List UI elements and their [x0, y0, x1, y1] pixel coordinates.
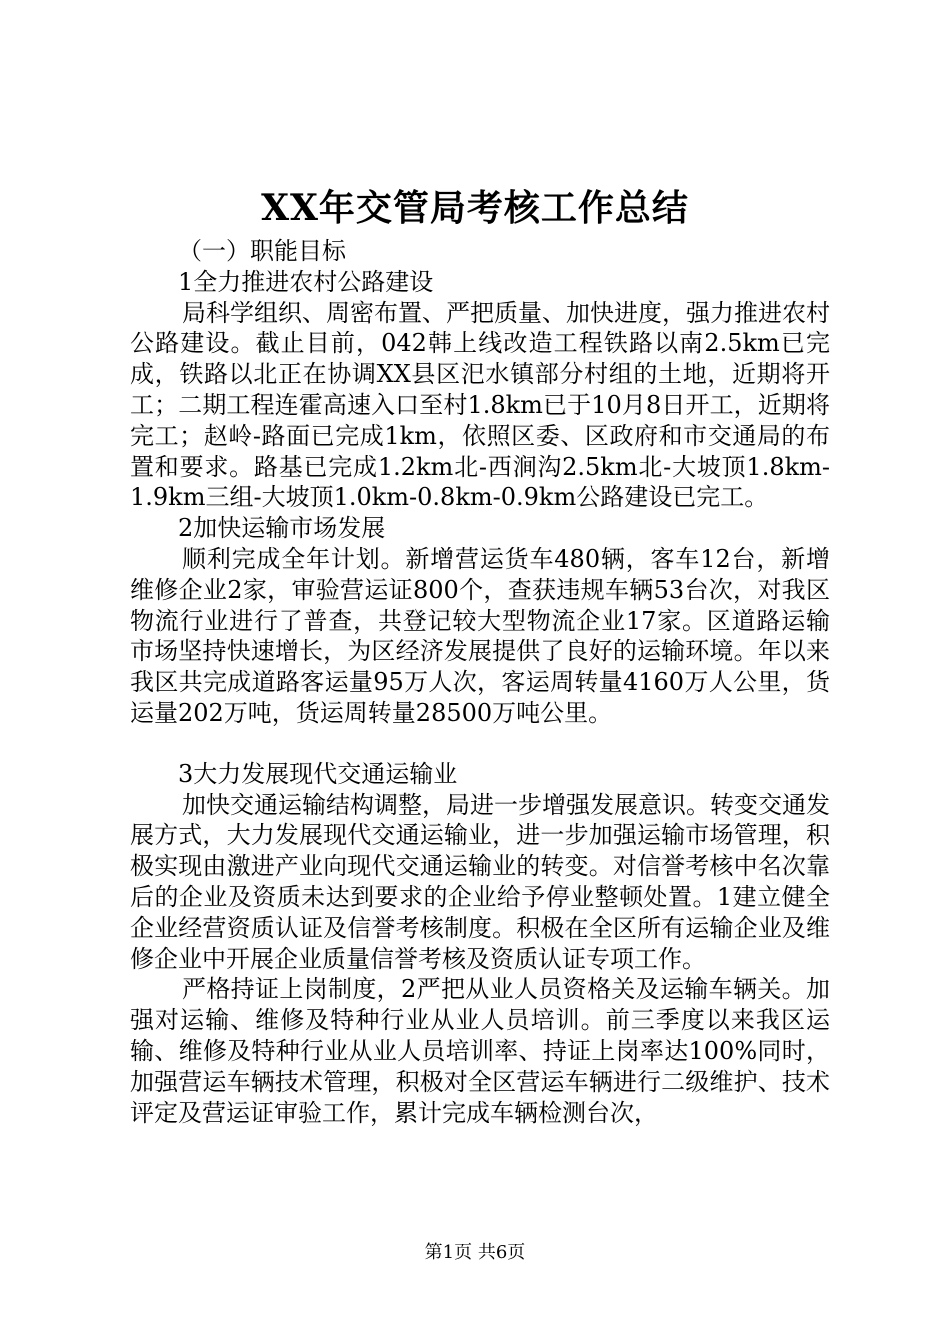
paragraph-spacer [130, 729, 830, 759]
item-3-heading: 3大力发展现代交通运输业 [178, 759, 458, 788]
item-2-heading: 2加快运输市场发展 [178, 514, 386, 543]
document-title: XX年交管局考核工作总结 [261, 187, 689, 229]
item-1-paragraph: 局科学组织、周密布置、严把质量、加快进度，强力推进农村公路建设。截止目前，042韩上线改造工程铁路以南2.5km已完成，铁路以北正在协调XX县区汜水镇部分村组的土地，近期将开工；二期工程连霍高速入口至村1.8km已于10月8日开工，近期将完工；赵岭-路面已完成1km，依照区委、区政府和市交通局的布置和要求。路基已完成1.2km北-西涧沟2.5km北-大坡顶1.8km-1.9km三组-大坡顶1.0km-0.8km-0.9km公路建设已完工。 [130, 298, 830, 512]
document-body [130, 236, 830, 1128]
page-number-footer: 第1页 共6页 [424, 1242, 526, 1263]
item-2-paragraph: 顺利完成全年计划。新增营运货车480辆，客车12台，新增维修企业2家，审验营运证800个，查获违规车辆53台次，对我区物流行业进行了普查，共登记较大型物流企业17家。区道路运输市场坚持快速增长，为区经济发展提供了良好的运输环境。年以来我区共完成道路客运量95万人次，客运周转量4160万人公里，货运量202万吨，货运周转量28500万吨公里。 [130, 544, 830, 727]
item-1-heading: 1全力推进农村公路建设 [178, 267, 434, 296]
section-heading: （一）职能目标 [178, 237, 346, 265]
item-3-paragraph-2: 严格持证上岗制度，2严把从业人员资格关及运输车辆关。加强对运输、维修及特种行业从业人员培训。前三季度以来我区运输、维修及特种行业从业人员培训率、持证上岗率达100%同时，加强营运车辆技术管理，积极对全区营运车辆进行二级维护、技术评定及营运证审验工作，累计完成车辆检测台次， [130, 975, 830, 1127]
item-3-paragraph-1: 加快交通运输结构调整，局进一步增强发展意识。转变交通发展方式，大力发展现代交通运输业，进一步加强运输市场管理，积极实现由激进产业向现代交通运输业的转变。对信誉考核中名次靠后的企业及资质未达到要求的企业给予停业整顿处置。1建立健全企业经营资质认证及信誉考核制度。积极在全区所有运输企业及维修企业中开展企业质量信誉考核及资质认证专项工作。 [130, 790, 830, 973]
